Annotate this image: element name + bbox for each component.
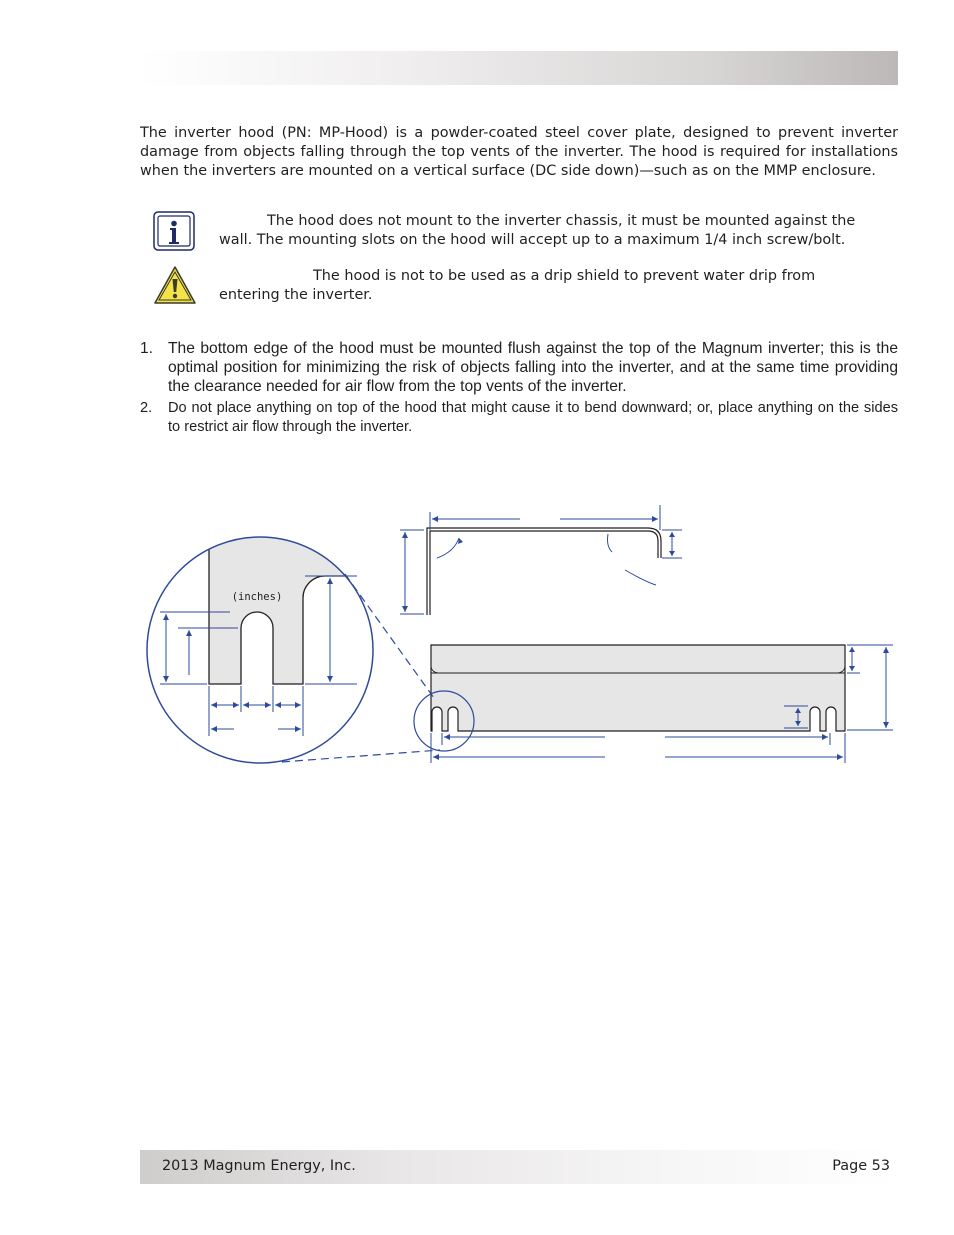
info-note-line2: wall. The mounting slots on the hood will accept up to a maximum 1/4 inch screw/bolt. [219, 232, 846, 248]
info-note-line1: The hood does not mount to the inverter chassis, it must be mounted against the [267, 213, 856, 229]
caution-note-line1: The hood is not to be used as a drip shield to prevent water drip from [313, 268, 816, 284]
side-profile-view [400, 505, 682, 615]
units-label: (inches) [231, 591, 283, 603]
step-number: 2. [140, 400, 153, 416]
caution-note-line2: entering the inverter. [219, 287, 373, 303]
footer-bar [140, 1150, 898, 1184]
front-hood-view [414, 645, 893, 763]
step-text: Do not place anything on top of the hood that might cause it to bend downward; or, place anything on the sides to restrict air flow through the inverter. [168, 400, 898, 435]
footer-copyright: 2013 Magnum Energy, Inc. [162, 1158, 356, 1174]
step-number: 1. [140, 340, 154, 357]
slot-detail-view [147, 520, 380, 763]
page-number: Page 53 [832, 1158, 890, 1174]
step-text: The bottom edge of the hood must be mounted flush against the top of the Magnum inverter; this is the optimal position for minimizing the risk of objects falling into the inverter, and at the same time providing the clearance needed for air flow from the top vents of the inverter. [168, 340, 898, 395]
intro-paragraph: The inverter hood (PN: MP-Hood) is a powder-coated steel cover plate, designed to prevent inverter damage from objects falling through the top vents of the inverter. The hood is required for installations when the inverters are mounted on a vertical surface (DC side down)—such as on the MMP enclosure. [140, 125, 898, 179]
